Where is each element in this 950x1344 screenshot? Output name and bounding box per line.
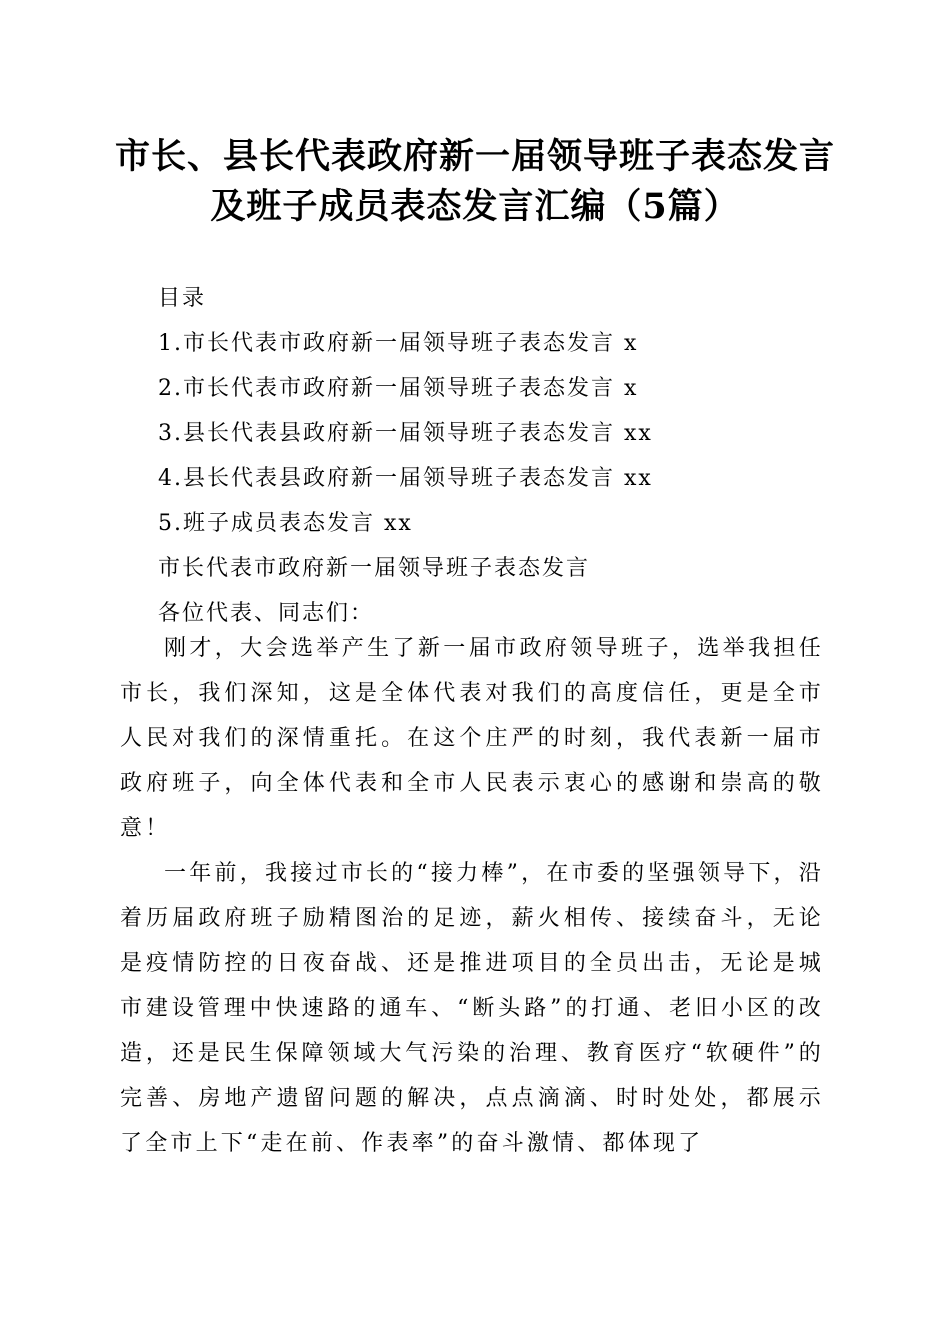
body-paragraph: 刚才，大会选举产生了新一届市政府领导班子，选举我担任市长，我们深知，这是全体代表对我们的高度信任，更是全市人民对我们的深情重托。在这个庄严的时刻，我代表新一届市政府班子，向全体代表和全市人民表示衷心的感谢和崇高的敬意！ [120,636,824,841]
toc-item: 2.市长代表市政府新一届领导班子表态发言 x [158,376,639,401]
body-text [120,626,824,1166]
section-title: 市长代表市政府新一届领导班子表态发言 [158,556,591,581]
toc-item: 1.市长代表市政府新一届领导班子表态发言 x [158,331,639,356]
title-line-2: 及班子成员表态发言汇编（5篇） [210,186,740,227]
toc-item: 4.县长代表县政府新一届领导班子表态发言 xx [158,466,653,491]
body-paragraph: 一年前，我接过市长的“接力棒”，在市委的坚强领导下，沿着历届政府班子励精图治的足迹，薪火相传、接续奋斗，无论是疫情防控的日夜奋战、还是推进项目的全员出击，无论是城市建设管理中快速路的通车、“断头路”的打通、老旧小区的改造，还是民生保障领域大气污染的治理、教育医疗“软硬件”的完善、房地产遗留问题的解决，点点滴滴、时时处处，都展示了全市上下“走在前、作表率”的奋斗激情、都体现了 [120,861,824,1156]
table-of-contents [158,276,838,636]
salutation: 各位代表、同志们： [158,601,375,626]
title-line-1: 市长、县长代表政府新一届领导班子表态发言 [114,136,835,177]
document-title [100,132,850,232]
toc-heading: 目录 [158,286,207,311]
toc-item: 3.县长代表县政府新一届领导班子表态发言 xx [158,421,653,446]
toc-item: 5.班子成员表态发言 xx [158,511,413,536]
